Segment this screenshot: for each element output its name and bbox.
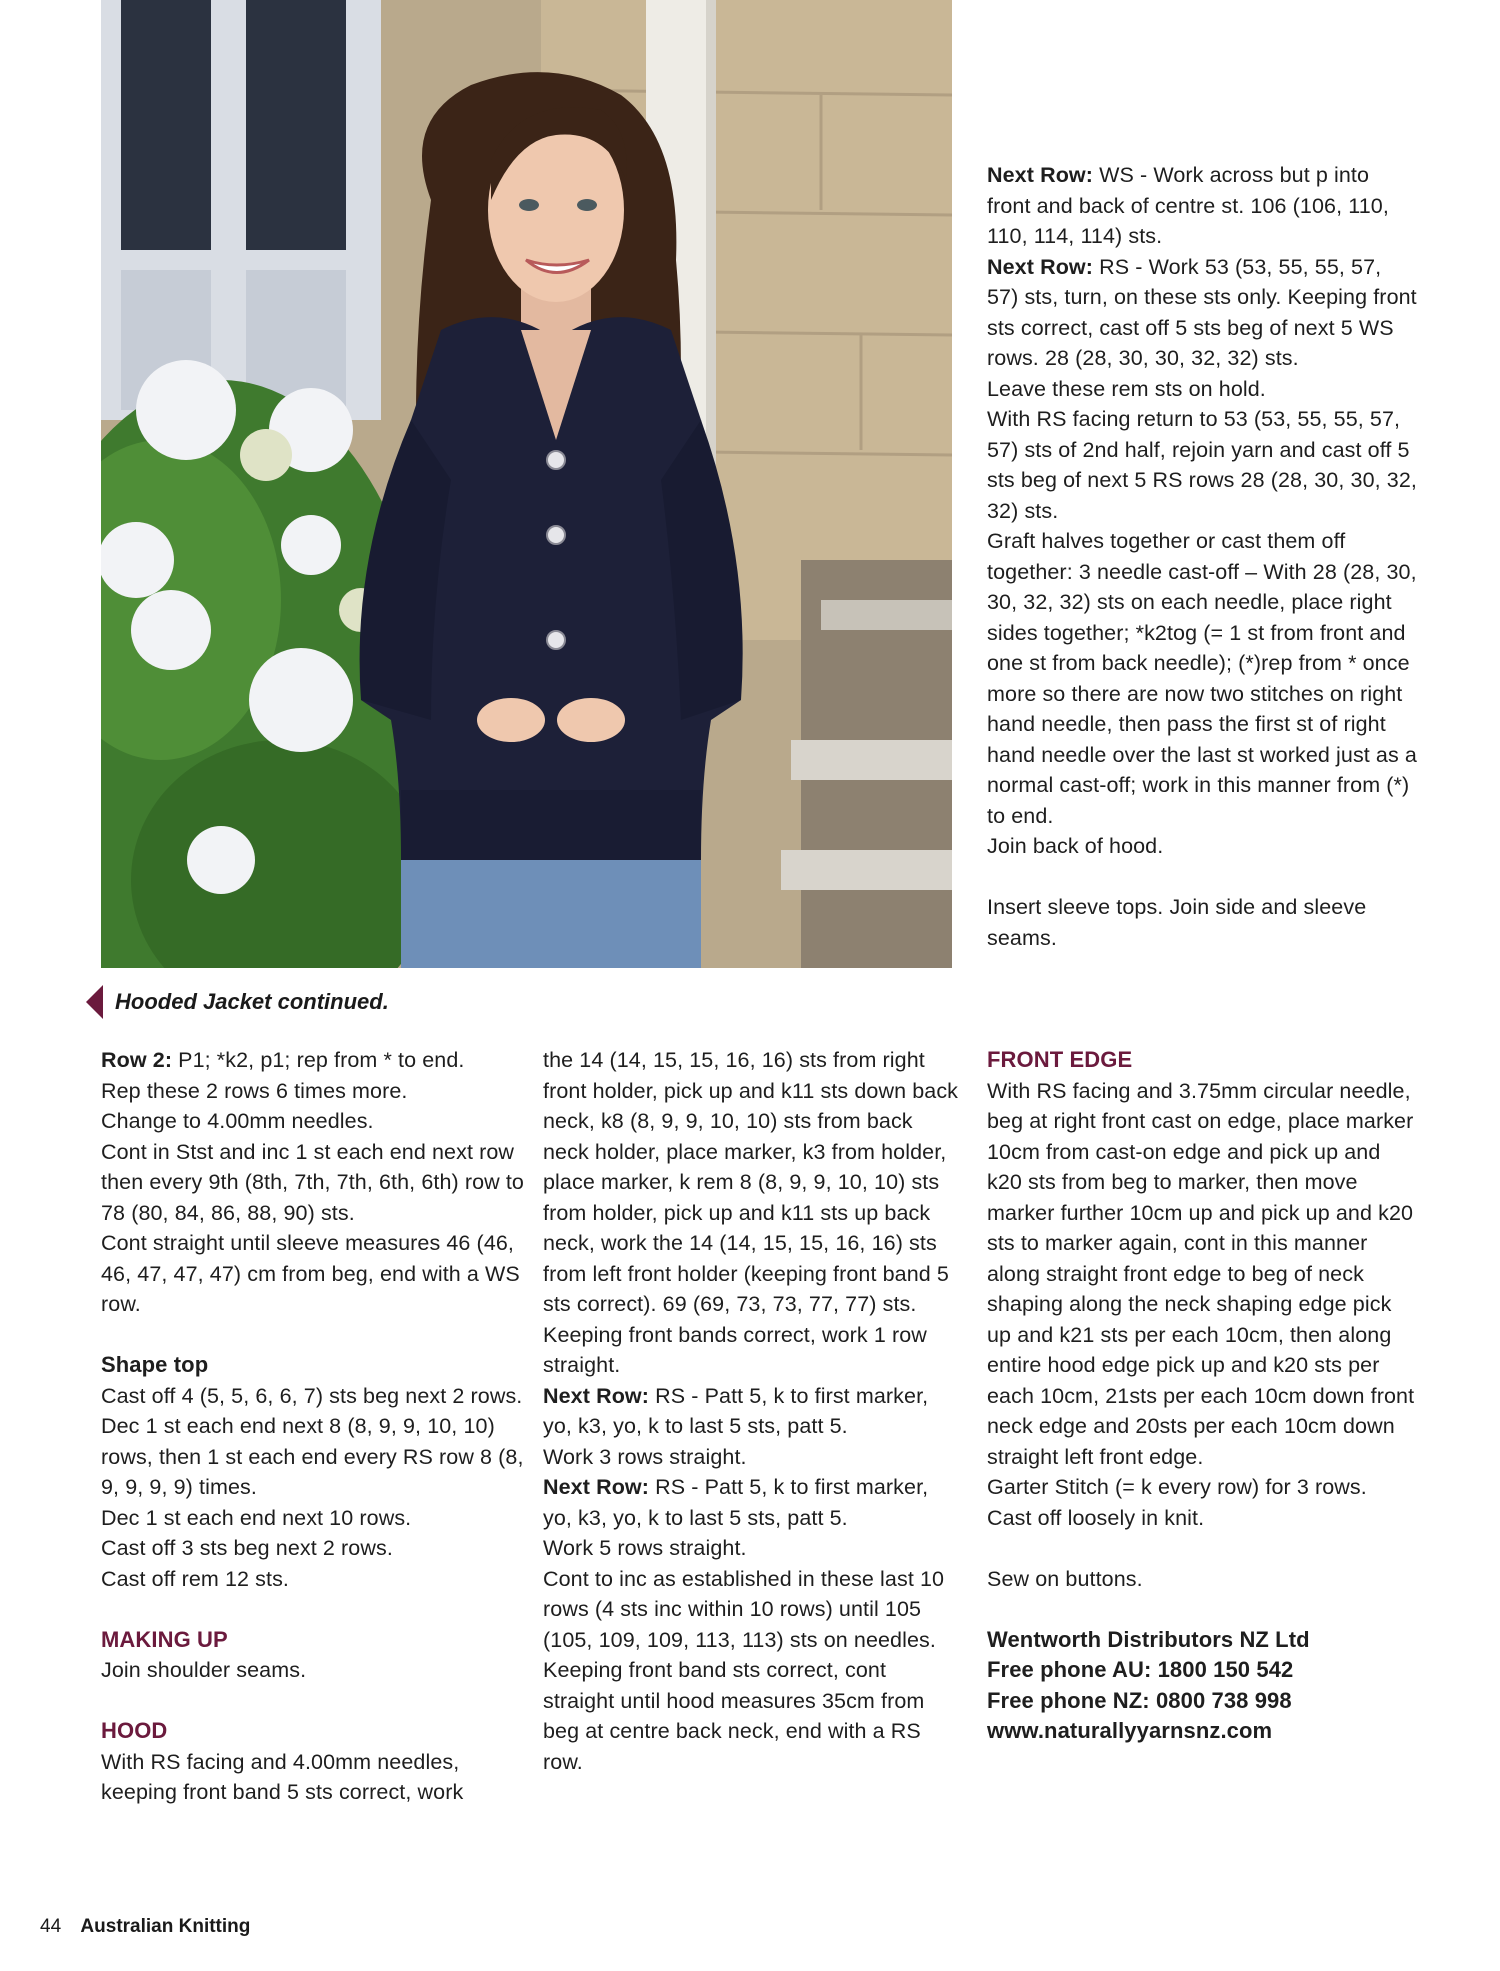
paragraph: Graft halves together or cast them off together: 3 needle cast-off – With 28 (28, 30, 30, 32, 32) sts on each needle, place right sides together; *k2tog (= 1 st from front and one st from back needle); (*)rep from * once more so there are now two stitches on right hand needle, then pass the first st of right hand needle over the last st worked just as a normal cast-off; work in this manner from (*) to end. [987, 529, 1417, 828]
contact-phone-au: Free phone AU: 1800 150 542 [987, 1657, 1294, 1682]
paragraph: Rep these 2 rows 6 times more. [101, 1078, 408, 1103]
paragraph: Cast off 3 sts beg next 2 rows. [101, 1536, 393, 1560]
contact-name: Wentworth Distributors NZ Ltd [987, 1626, 1310, 1652]
row-label: Next Row: [987, 254, 1094, 279]
paragraph: Garter Stitch (= k every row) for 3 rows. [987, 1475, 1367, 1499]
heading-hood: HOOD [101, 1718, 168, 1743]
magazine-name: Australian Knitting [80, 1916, 251, 1937]
row-label: Next Row: [543, 1475, 650, 1499]
paragraph: Dec 1 st each end next 8 (8, 9, 9, 10, 10) rows, then 1 st each end every RS row 8 (8, 9, 9, 9, 9) times. [101, 1414, 524, 1499]
paragraph: Cont to inc as established in these last 10 rows (4 sts inc within 10 rows) until 105 (105, 109, 109, 113, 113) sts on needles. [543, 1566, 945, 1652]
paragraph: Change to 4.00mm needles. [101, 1109, 374, 1133]
caption-text: Hooded Jacket continued. [115, 989, 389, 1014]
paragraph: Cast off 4 (5, 5, 6, 6, 7) sts beg next 2 rows. [101, 1383, 523, 1408]
heading-front-edge: FRONT EDGE [987, 1047, 1133, 1072]
paragraph: Dec 1 st each end next 10 rows. [101, 1505, 412, 1530]
model-photo [101, 0, 952, 968]
paragraph: Cast off rem 12 sts. [101, 1566, 290, 1591]
paragraph: With RS facing return to 53 (53, 55, 55, 57, 57) sts of 2nd half, rejoin yarn and cast off 5 sts beg of next 5 RS rows 28 (28, 30, 30, 32, 32) sts. [987, 407, 1417, 523]
paragraph: Cont in Stst and inc 1 st each end next row then every 9th (8th, 7th, 7th, 6th, 6th) row to 78 (80, 84, 86, 88, 90) sts. [101, 1139, 524, 1225]
right-column-top [987, 160, 1417, 953]
paragraph [101, 1045, 531, 1076]
paragraph: Cast off loosely in knit. [987, 1505, 1205, 1530]
paragraph: Cont straight until sleeve measures 46 (46, 46, 47, 47, 47) cm from beg, end with a WS row. [101, 1231, 520, 1316]
paragraph [543, 1472, 963, 1533]
row-text: RS - Work 53 (53, 55, 55, 57, 57) sts, turn, on these sts only. Keeping front sts correct, cast off 5 sts beg of next 5 WS rows. 28 (28, 30, 30, 32, 32) sts. [987, 254, 1417, 370]
row-label: Row 2: [101, 1048, 173, 1072]
heading-making-up: MAKING UP [101, 1626, 228, 1652]
paragraph [543, 1381, 963, 1442]
paragraph [987, 252, 1417, 374]
caption-arrow-icon [86, 985, 103, 1019]
row-text: P1; *k2, p1; rep from * to end. [172, 1048, 465, 1072]
paragraph: Leave these rem sts on hold. [987, 376, 1266, 401]
paragraph: Keeping front band sts correct, cont straight until hood measures 35cm from beg at centre back neck, end with a RS row. [543, 1658, 925, 1774]
left-column [101, 1045, 531, 1808]
paragraph: Insert sleeve tops. Join side and sleeve seams. [987, 895, 1367, 950]
row-text: RS - Patt 5, k to first marker, yo, k3, yo, k to last 5 sts, patt 5. [543, 1383, 929, 1438]
paragraph: Sew on buttons. [987, 1566, 1143, 1591]
contact-website: www.naturallyyarnsnz.com [987, 1718, 1273, 1743]
paragraph: the 14 (14, 15, 15, 16, 16) sts from right front holder, pick up and k11 sts down back neck, k8 (8, 9, 9, 10, 10) sts from back neck holder, place marker, k3 from holder, place marker, k rem 8 (8, 9, 9, 10, 10) sts from holder, pick up and k11 sts up back neck, work the 14 (14, 15, 15, 16, 16) sts from left front holder (keeping front band 5 sts correct). 69 (69, 73, 73, 77, 77) sts. [543, 1048, 959, 1316]
paragraph [987, 160, 1417, 252]
contact-phone-nz: Free phone NZ: 0800 738 998 [987, 1687, 1292, 1713]
row-label: Next Row: [543, 1383, 650, 1408]
row-text: RS - Patt 5, k to first marker, yo, k3, yo, k to last 5 sts, patt 5. [543, 1475, 929, 1530]
page-footer [40, 1916, 250, 1938]
paragraph: With RS facing and 3.75mm circular needle, beg at right front cast on edge, place marker 10cm from cast-on edge and pick up and k20 sts from beg to marker, then move marker further 10cm up and pick up and k20 sts to marker again, cont in this manner along straight front edge to beg of neck shaping along the neck shaping edge pick up and k21 sts per each 10cm, then along entire hood edge pick up and k20 sts per each 10cm, 21sts per each 10cm down front neck edge and 20sts per each 10cm down straight left front edge. [987, 1078, 1415, 1469]
middle-column [543, 1045, 963, 1777]
row-label: Next Row: [987, 163, 1094, 187]
paragraph: With RS facing and 4.00mm needles, keeping front band 5 sts correct, work [101, 1749, 464, 1804]
paragraph: Work 5 rows straight. [543, 1536, 747, 1560]
paragraph: Join shoulder seams. [101, 1658, 307, 1682]
paragraph: Work 3 rows straight. [543, 1444, 747, 1469]
photo-illustration [101, 0, 952, 968]
right-column [987, 1045, 1417, 1747]
photo-caption [86, 982, 389, 1022]
row-text: WS - Work across but p into front and back of centre st. 106 (106, 110, 110, 114, 114) sts. [987, 163, 1389, 248]
subheading-shape-top: Shape top [101, 1352, 209, 1377]
paragraph: Join back of hood. [987, 834, 1164, 858]
page-number: 44 [40, 1916, 62, 1937]
paragraph: Keeping front bands correct, work 1 row straight. [543, 1322, 927, 1377]
